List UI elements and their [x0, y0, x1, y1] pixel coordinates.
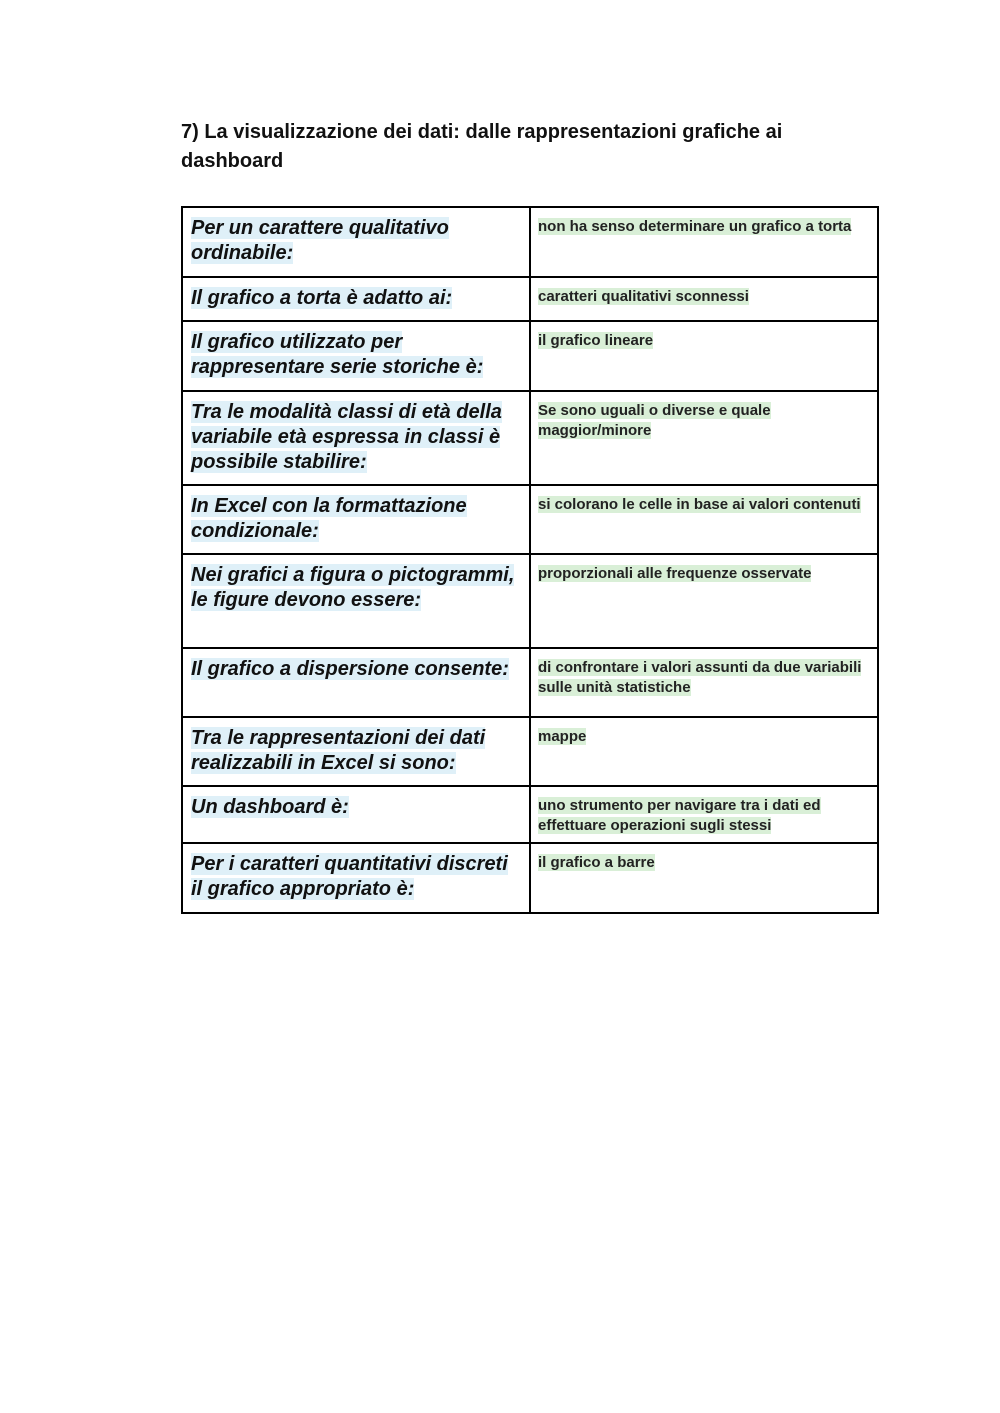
answer-text: uno strumento per navigare tra i dati ed effettuare operazioni sugli stessi — [538, 797, 821, 834]
table-row — [182, 554, 878, 648]
table-row — [182, 717, 878, 786]
question-cell — [182, 648, 530, 717]
question-text: Il grafico utilizzato per rappresentare serie storiche è: — [191, 331, 484, 378]
answer-cell — [530, 321, 878, 391]
question-text: Il grafico a torta è adatto ai: — [191, 287, 453, 309]
answer-text: di confrontare i valori assunti da due variabili sulle unità statistiche — [538, 659, 862, 696]
question-cell — [182, 277, 530, 321]
question-cell — [182, 786, 530, 843]
question-text: Per un carattere qualitativo ordinabile: — [191, 217, 449, 264]
answer-cell — [530, 391, 878, 485]
answer-cell — [530, 277, 878, 321]
answer-text: Se sono uguali o diverse e quale maggior/minore — [538, 402, 771, 439]
answer-cell — [530, 648, 878, 717]
question-text: Tra le rappresentazioni dei dati realizzabili in Excel si sono: — [191, 727, 486, 774]
question-cell — [182, 321, 530, 391]
table-row — [182, 391, 878, 485]
answer-text: il grafico lineare — [538, 332, 654, 349]
question-cell — [182, 554, 530, 648]
answer-cell — [530, 207, 878, 277]
table-row — [182, 277, 878, 321]
question-text: Un dashboard è: — [191, 796, 349, 818]
question-text: Il grafico a dispersione consente: — [191, 658, 509, 680]
table-row — [182, 843, 878, 913]
answer-cell — [530, 843, 878, 913]
answer-cell — [530, 786, 878, 843]
answer-cell — [530, 554, 878, 648]
answer-text: non ha senso determinare un grafico a torta — [538, 218, 852, 235]
answer-text: proporzionali alle frequenze osservate — [538, 565, 812, 582]
question-text: Per i caratteri quantitativi discreti il grafico appropriato è: — [191, 853, 508, 900]
table-row — [182, 786, 878, 843]
answer-text: mappe — [538, 728, 587, 745]
answer-cell — [530, 485, 878, 554]
table-row — [182, 321, 878, 391]
question-cell — [182, 717, 530, 786]
table-row — [182, 207, 878, 277]
answer-text: il grafico a barre — [538, 854, 655, 871]
answer-text: si colorano le celle in base ai valori contenuti — [538, 496, 861, 513]
page-title: 7) La visualizzazione dei dati: dalle rappresentazioni grafiche ai dashboard — [181, 121, 783, 172]
question-cell — [182, 207, 530, 277]
question-text: In Excel con la formattazione condizionale: — [191, 495, 467, 542]
question-text: Tra le modalità classi di età della variabile età espressa in classi è possibile stabilire: — [191, 401, 502, 473]
table-row — [182, 648, 878, 717]
answer-text: caratteri qualitativi sconnessi — [538, 288, 749, 305]
qa-table — [181, 206, 879, 914]
question-cell — [182, 485, 530, 554]
table-row — [182, 485, 878, 554]
question-text: Nei grafici a figura o pictogrammi, le figure devono essere: — [191, 564, 515, 611]
question-cell — [182, 843, 530, 913]
answer-cell — [530, 717, 878, 786]
question-cell — [182, 391, 530, 485]
